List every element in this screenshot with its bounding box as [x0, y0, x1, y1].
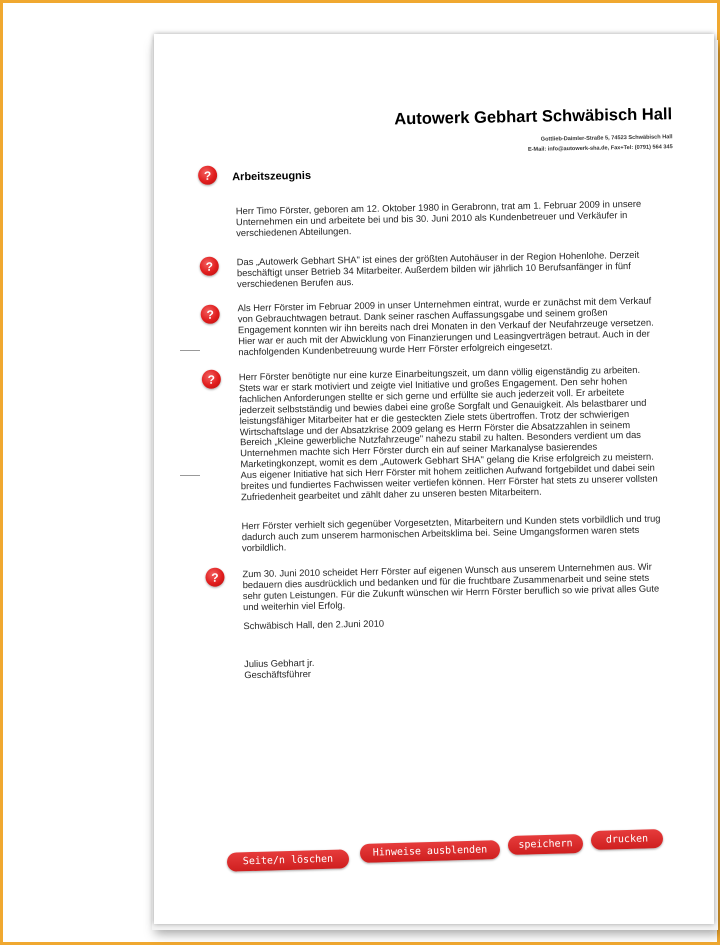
- paragraph-company: Das „Autowerk Gebhart SHA" ist eines der größten Autohäuser in der Region Hohenlohe. Derzeit beschäftigt unser Betrieb 34 Mitarbeiter. Außerdem bilden wir jährlich 10 Berufsanfänger in fünf verschiedenen Berufen aus.: [236, 248, 640, 290]
- hint-marker-icon[interactable]: ?: [200, 257, 219, 276]
- signer-title: Geschäftsführer: [244, 667, 312, 681]
- letterhead: [394, 105, 673, 157]
- hint-marker-icon[interactable]: ?: [205, 568, 224, 587]
- fold-mark: [180, 350, 200, 351]
- place-date: Schwäbisch Hall, den 2.Juni 2010: [243, 617, 385, 632]
- hint-marker-icon[interactable]: ?: [198, 166, 217, 185]
- company-address: Gottlieb-Daimler-Straße 5, 74523 Schwäbisch Hall: [540, 134, 673, 143]
- hint-marker-icon[interactable]: ?: [202, 370, 221, 389]
- signer-name: Julius Gebhart jr.: [243, 656, 315, 670]
- paragraph-closing: Zum 30. Juni 2010 scheidet Herr Förster auf eigenen Wunsch aus unserem Unternehmen aus. Wir bedauern dies ausdrücklich und bedanken und für die fruchtbare Zusammenarbeit und seine stets sehr guten Leistungen. Für die Zukunft wünschen wir Herrn Förster beruflich so wie privat alles Gute und weiterhin viel Erfolg.: [242, 560, 660, 612]
- print-button[interactable]: drucken: [591, 829, 664, 850]
- hint-marker-icon[interactable]: ?: [200, 305, 219, 324]
- hide-hints-button[interactable]: Hinweise ausblenden: [360, 840, 500, 863]
- document-title: Arbeitszeugnis: [232, 169, 312, 184]
- document-page: [154, 34, 714, 924]
- delete-pages-button[interactable]: Seite/n löschen: [227, 849, 349, 871]
- company-contact: E-Mail: info@autowerk-sha.de, Fax+Tel: (0791) 564 345: [527, 144, 673, 153]
- paragraph-performance: Herr Förster benötigte nur eine kurze Einarbeitungszeit, um dann völlig eigenständig zu arbeiten. Stets war er stark motiviert und zeigte viel Initiative und großes Engagement. Den sehr hohen fachlichen Anforderungen stellte er sich gerne und erfüllte sie auch jederzeit voll. Er arbeitete jederzeit selbstständig und bewies dabei eine große Sorgfalt und Genauigkeit. Als belastbarer und leistungsfähiger Mitarbeiter hat er die gesteckten Ziele stets übertroffen. Trotz der schwierigen Wirtschaftslage und der Absatzkrise 2009 gelang es Herrn Förster die Absatzzahlen in seinem Bereich „Kleine gewerbliche Nutzfahrzeuge" nahezu stabil zu halten. Besonders verdient um das Unternehmen machte sich Herr Förster durch ein auf seiner Markanalyse basierendes Marketingkonzept, womit es dem „Autowerk Gebhart SHA" gelang die Krise erfolgreich zu meistern. Aus eigener Initiative hat sich Herr Förster mit hohem zeitlichen Aufwand fortgebildet und dabei sein breites und fundiertes Fachwissen weiter vertiefen können. Herr Förster hat stets zu unserer vollsten Zufriedenheit gearbeitet und zählt daher zu unseren besten Mitarbeitern.: [238, 363, 658, 503]
- fold-mark: [180, 475, 200, 476]
- company-name: Autowerk Gebhart Schwäbisch Hall: [394, 105, 673, 129]
- document-body: [194, 105, 683, 714]
- paragraph-duties: Als Herr Förster im Februar 2009 in unser Unternehmen eintrat, wurde er zunächst mit dem Verkauf von Gebrauchtwagen betraut. Dank seiner raschen Auffassungsgabe und seinem großen Engagement konnten wir ihn bereits nach drei Monaten in den Verkauf der Neufahrzeuge versetzen. Hier war er auch mit der Abwicklung von Finanzierungen und Leasingverträgen betraut. Auch in der nachfolgenden Kundenbetreuung wurde Herr Förster erfolgreich eingesetzt.: [237, 294, 654, 357]
- paragraph-intro: Herr Timo Förster, geboren am 12. Oktober 1980 in Gerabronn, trat am 1. Februar 2009 in unsere Unternehmen ein und arbeitete bei und bis 30. Juni 2010 als Kundenbetreuer und Verkäufer in verschiedenen Abteilungen.: [235, 197, 642, 239]
- save-button[interactable]: speichern: [508, 834, 584, 855]
- paragraph-conduct: Herr Förster verhielt sich gegenüber Vorgesetzten, Mitarbeitern und Kunden stets vorbildlich und trug dadurch auch zum unserem harmonischen Arbeitsklima bei. Seine Umgangsformen waren stets vorbildlich.: [241, 512, 661, 554]
